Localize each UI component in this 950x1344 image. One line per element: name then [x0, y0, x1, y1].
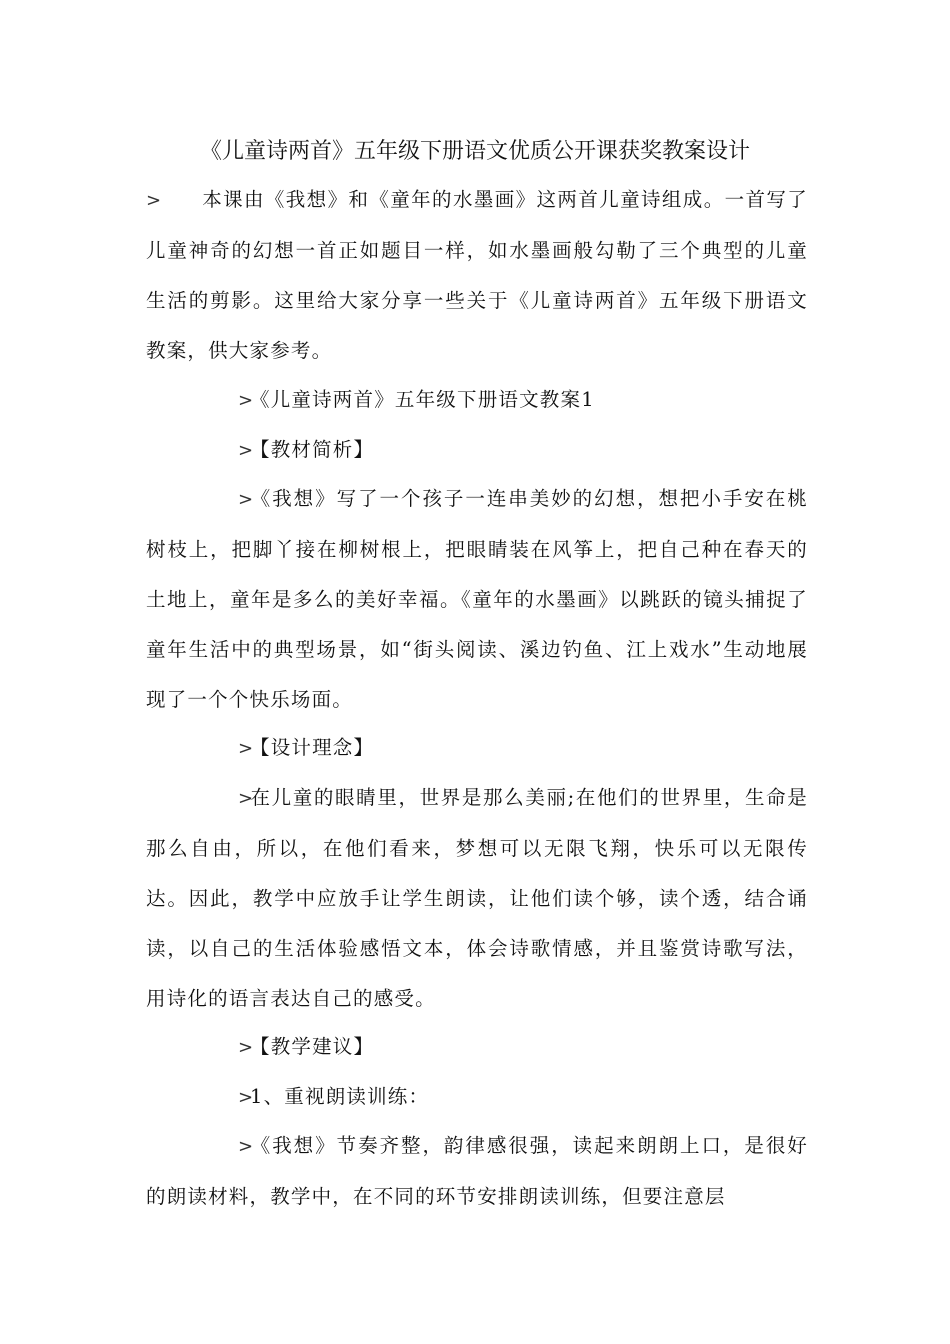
- bullet-arrow-icon: >: [238, 1136, 255, 1157]
- heading-text: 【教学建议】: [250, 1035, 375, 1058]
- bullet-arrow-icon: >: [238, 440, 255, 461]
- paragraph-text: 1、重视朗读训练：: [250, 1085, 430, 1108]
- heading-concept: [146, 723, 808, 774]
- heading-text: 【设计理念】: [250, 736, 375, 759]
- paragraph-intro: [146, 175, 808, 376]
- bullet-arrow-icon: >: [238, 390, 255, 411]
- paragraph-analysis: [146, 474, 808, 725]
- heading-suggestion: [146, 1022, 808, 1073]
- paragraph-text: 本课由《我想》和《童年的水墨画》这两首儿童诗组成。一首写了儿童神奇的幻想一首正如题目一样，如水墨画般勾勒了三个典型的儿童生活的剪影。这里给大家分享一些关于《儿童诗两首》五年级下册语文教案，供大家参考。: [146, 188, 808, 362]
- document-title: 《儿童诗两首》五年级下册语文优质公开课获奖教案设计: [199, 139, 750, 164]
- paragraph-plan-title: [146, 375, 808, 426]
- paragraph-concept: [146, 773, 808, 1024]
- heading-text: 【教材简析】: [250, 438, 375, 461]
- paragraph-text: 在儿童的眼睛里，世界是那么美丽;在他们的世界里，生命是那么自由，所以，在他们看来，梦想可以无限飞翔，快乐可以无限传达。因此，教学中应放手让学生朗读，让他们读个够，读个透，结合诵读，以自己的生活体验感悟文本，体会诗歌情感，并且鉴赏诗歌写法，用诗化的语言表达自己的感受。: [146, 786, 808, 1010]
- bullet-arrow-icon: >: [238, 489, 255, 510]
- bullet-arrow-icon: >: [238, 738, 255, 759]
- bullet-arrow-icon: >: [238, 1087, 255, 1108]
- paragraph-suggestion-1-body: [146, 1121, 808, 1222]
- paragraph-text: 《我想》节奏齐整，韵律感很强，读起来朗朗上口，是很好的朗读材料，教学中，在不同的环节安排朗读训练，但要注意层: [146, 1134, 808, 1208]
- bullet-arrow-icon: >: [238, 1037, 255, 1058]
- paragraph-text: 《儿童诗两首》五年级下册语文教案1: [250, 388, 595, 411]
- heading-analysis: [146, 425, 808, 476]
- paragraph-text: 《我想》写了一个孩子一连串美妙的幻想，想把小手安在桃树枝上，把脚丫接在柳树根上，把眼睛装在风筝上，把自己种在春天的土地上，童年是多么的美好幸福。《童年的水墨画》以跳跃的镜头捕捉了童年生活中的典型场景，如“街头阅读、溪边钓鱼、江上戏水”生动地展现了一个个快乐场面。: [146, 487, 808, 711]
- bullet-arrow-icon: >: [146, 190, 163, 211]
- paragraph-suggestion-1: [146, 1072, 808, 1123]
- bullet-arrow-icon: >: [238, 788, 255, 809]
